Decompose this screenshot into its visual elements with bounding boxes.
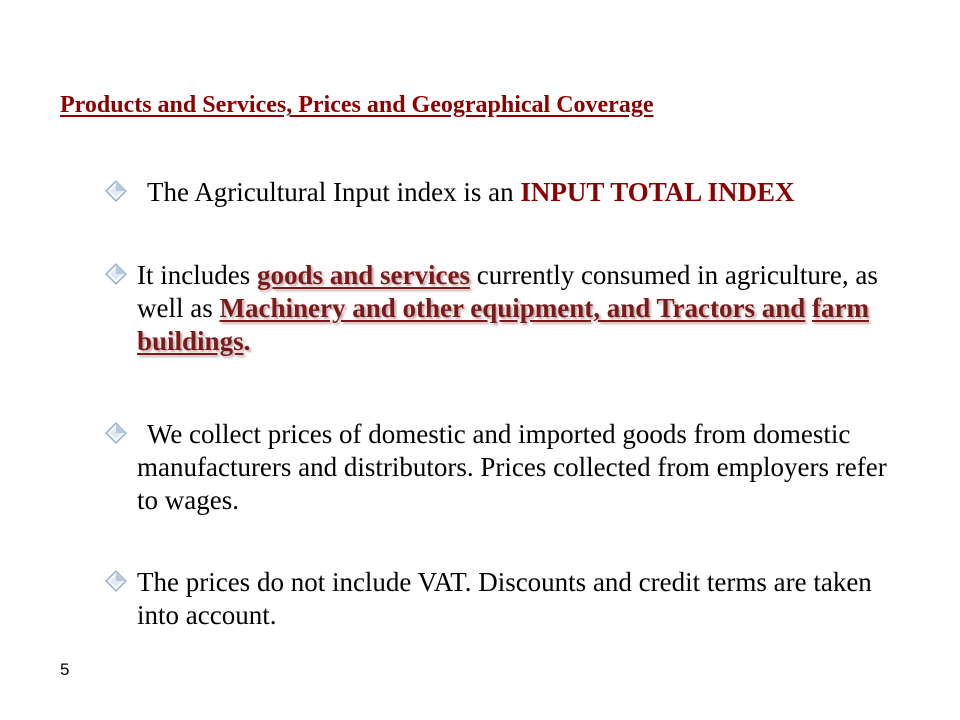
bullet-2-pre: It includes [137, 260, 257, 290]
bullet-text-2 [137, 259, 905, 358]
bullet-text-1 [147, 176, 905, 209]
farm-buildings-highlight: farm buildings [137, 293, 869, 356]
bullet-item-1 [105, 176, 905, 209]
bullet-text-3: We collect prices of domestic and imported goods from domestic manufacturers and distributors. Prices collected from employers refer to wages. [137, 419, 887, 515]
bullet-1-pre: The Agricultural Input index is an [147, 177, 521, 207]
diamond-bullet-icon [105, 263, 127, 285]
bullet-item-4 [105, 566, 905, 632]
input-total-index-emphasis: INPUT TOTAL INDEX [520, 177, 795, 207]
diamond-bullet-icon [105, 422, 127, 444]
bullet-text-4: The prices do not include VAT. Discounts and credit terms are taken into account. [137, 567, 872, 630]
page-number: 5 [60, 660, 70, 679]
bullet-item-3 [105, 418, 905, 517]
bullet-2-mid1: currently consumed in agriculture, as well as [137, 260, 878, 323]
diamond-bullet-icon [105, 570, 127, 592]
diamond-bullet-icon [105, 180, 127, 202]
goods-and-services-highlight: goods and services [256, 260, 470, 290]
machinery-highlight: Machinery and other equipment, and Tractors and [219, 293, 806, 323]
slide-title: Products and Services, Prices and Geographical Coverage [60, 92, 654, 118]
bullet-item-2 [105, 259, 905, 358]
bullet-2-post: . [243, 326, 251, 356]
